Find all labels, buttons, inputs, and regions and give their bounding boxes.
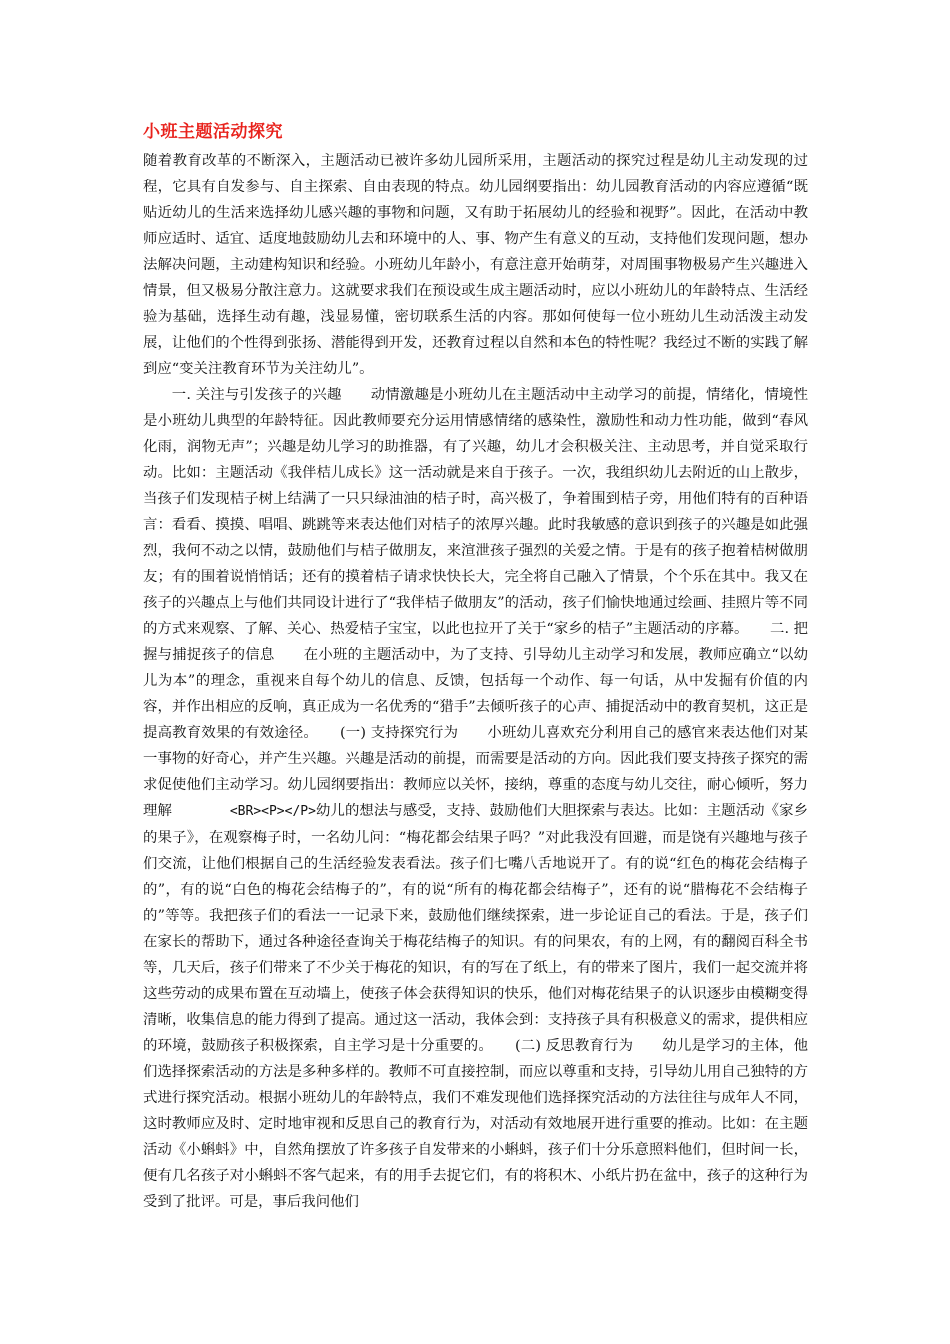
document-title: 小班主题活动探究 bbox=[143, 122, 283, 142]
body-text-part-2: 幼儿的想法与感受，支持、鼓励他们大胆探索与表达。比如：主题活动《家乡的果子》，在观察梅子时，一名幼儿问：“梅花都会结果子吗？”对此我没有回避，而是饶有兴趣地与孩子们交流，让他们根据自己的生活经验发表看法。孩子们七嘴八舌地说开了。有的说“红色的梅花会结梅子的”，有的说“白色的梅花会结梅子的”，有的说“所有的梅花都会结梅子”，还有的说“腊梅花不会结梅子的”等等。我把孩子们的看法一一记录下来，鼓励他们继续探索，进一步论证自己的看法。于是，孩子们在家长的帮助下，通过各种途径查询关于梅花结梅子的知识。有的问果农，有的上网，有的翻阅百科全书等，几天后，孩子们带来了不少关于梅花的知识，有的写在了纸上，有的带来了图片，我们一起交流并将这些劳动的成果布置在互动墙上，使孩子体会获得知识的快乐，他们对梅花结果子的认识逐步由模糊变得清晰，收集信息的能力得到了提高。通过这一活动，我体会到：支持孩子具有积极意义的需求，提供相应的环境，鼓励孩子积极探索，自主学习是十分重要的。 (二) 反思教育行为 幼儿是学习的主体，他们选择探索活动的方法是多种多样的。教师不可直接控制，而应以尊重和支持，引导幼儿用自己独特的方式进行探究活动。根据小班幼儿的年龄特点，我们不难发现他们选择探究活动的方法往往与成年人不同，这时教师应及时、定时地审视和反思自己的教育行为，对活动有效地展开进行重要的推动。比如：在主题活动《小蝌蚪》中，自然角摆放了许多孩子自发带来的小蝌蚪，孩子们十分乐意照料他们，但时间一长，便有几名孩子对小蝌蚪不客气起来，有的用手去捉它们，有的将积木、小纸片扔在盆中，孩子的这种行为受到了批评。可是，事后我问他们 bbox=[143, 803, 808, 1210]
body-paragraph bbox=[143, 382, 808, 1215]
intro-text: 随着教育改革的不断深入，主题活动已被许多幼儿园所采用，主题活动的探究过程是幼儿主动发现的过程，它具有自发参与、自主探索、自由表现的特点。幼儿园纲要指出：幼儿园教育活动的内容应遵循“既贴近幼儿的生活来选择幼儿感兴趣的事物和问题，又有助于拓展幼儿的经验和视野”。因此，在活动中教师应适时、适宜、适度地鼓励幼儿去和环境中的人、事、物产生有意义的互动，支持他们发现问题，想办法解决问题，主动建构知识和经验。小班幼儿年龄小，有意注意开始萌芽，对周围事物极易产生兴趣进入情景，但又极易分散注意力。这就要求我们在预设或生成主题活动时，应以小班幼儿的年龄特点、生活经验为基础，选择生动有趣，浅显易懂，密切联系生活的内容。那如何使每一位小班幼儿生动活泼主动发展，让他们的个性得到张扬、潜能得到开发，还教育过程以自然和本色的特性呢？我经过不断的实践了解到应“变关注教育环节为关注幼儿”。 bbox=[143, 153, 808, 377]
body-text-part-1: 一. 关注与引发孩子的兴趣 动情激趣是小班幼儿在主题活动中主动学习的前提，情绪化，情境性是小班幼儿典型的年龄特征。因此教师要充分运用情感情绪的感染性，激励性和动力性功能，做到“春风化雨，润物无声”；兴趣是幼儿学习的助推器，有了兴趣，幼儿才会积极关注、主动思考，并自觉采取行动。比如：主题活动《我伴桔儿成长》这一活动就是来自于孩子。一次，我组织幼儿去附近的山上散步，当孩子们发现桔子树上结满了一只只绿油油的桔子时，高兴极了，争着围到桔子旁，用他们特有的百种语言：看看、摸摸、唱唱、跳跳等来表达他们对桔子的浓厚兴趣。此时我敏感的意识到孩子的兴趣是如此强烈，我何不动之以情，鼓励他们与桔子做朋友，来渲泄孩子强烈的关爱之情。于是有的孩子抱着桔树做朋友；有的围着说悄悄话；还有的摸着桔子请求快快长大，完全将自己融入了情景，个个乐在其中。我又在孩子的兴趣点上与他们共同设计进行了“我伴桔子做朋友”的活动，孩子们愉快地通过绘画、挂照片等不同的方式来观察、了解、关心、热爱桔子宝宝，以此也拉开了关于“家乡的桔子”主题活动的序幕。 二. 把握与捕捉孩子的信息 在小班的主题活动中，为了支持、引导幼儿主动学习和发展，教师应确立“以幼儿为本”的理念，重视来自每个幼儿的信息、反馈，包括每一个动作、每一句话，从中发掘有价值的内容，并作出相应的反响，真正成为一名优秀的“猎手”去倾听孩子的心声、捕捉活动中的教育契机，这正是提高教育效果的有效途径。 (一) 支持探究行为 小班幼儿喜欢充分利用自己的感官来表达他们对某一事物的好奇心，并产生兴趣。兴趣是活动的前提，而需要是活动的方向。因此我们要支持孩子探究的需求促使他们主动学习。幼儿园纲要指出：教师应以关怀，接纳，尊重的态度与幼儿交往，耐心倾听，努力理解 bbox=[143, 387, 808, 819]
stray-html-tag-text: <BR><P></P> bbox=[229, 804, 316, 819]
intro-paragraph bbox=[143, 148, 808, 382]
document-page bbox=[143, 120, 808, 1215]
